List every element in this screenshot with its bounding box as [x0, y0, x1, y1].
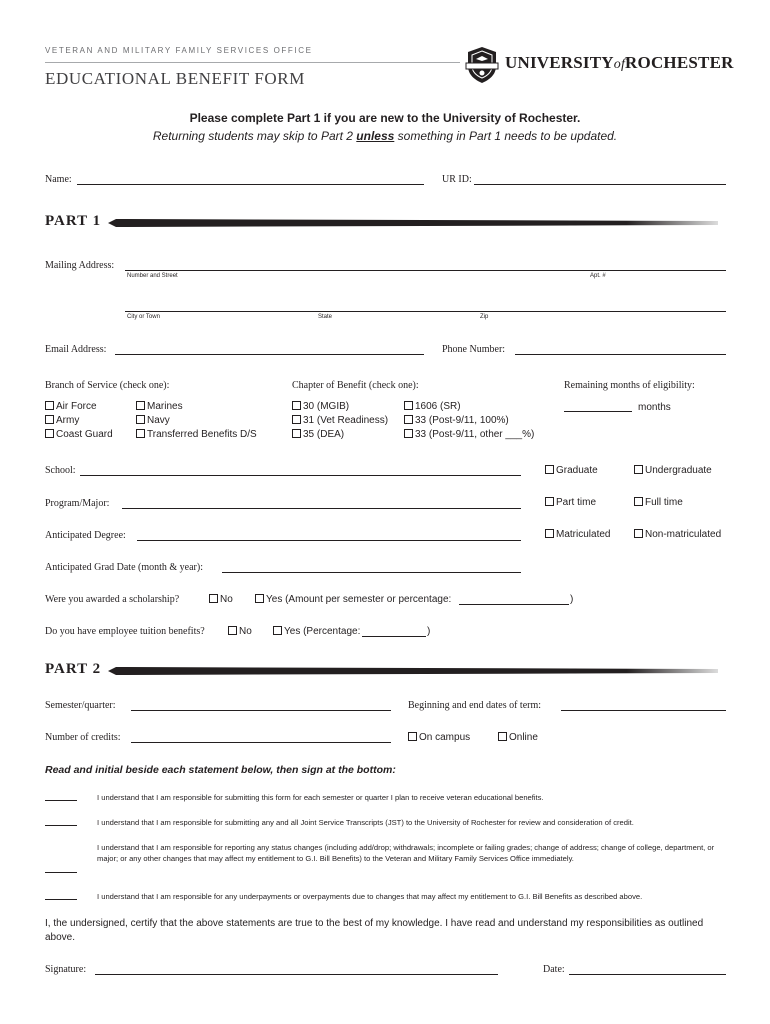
option-label: Graduate [556, 465, 598, 476]
phone-label: Phone Number: [442, 344, 506, 355]
checkbox[interactable] [209, 594, 218, 603]
checkbox[interactable] [45, 429, 54, 438]
scholarship-close: ) [570, 594, 574, 605]
signature-field[interactable] [95, 974, 498, 975]
checkbox[interactable] [255, 594, 264, 603]
option-label: Navy [147, 415, 170, 426]
tuition-close: ) [427, 626, 431, 637]
option-label: Part time [556, 497, 597, 508]
ur-id-label: UR ID: [442, 174, 472, 185]
scholarship-question: Were you awarded a scholarship? [45, 594, 180, 605]
name-label: Name: [45, 174, 72, 185]
checkbox[interactable] [45, 415, 54, 424]
option-label: Coast Guard [56, 429, 113, 440]
tuition-question: Do you have employee tuition benefits? [45, 626, 205, 637]
option-label: 35 (DEA) [303, 429, 345, 440]
scholarship-yes[interactable] [255, 594, 451, 605]
checkbox[interactable] [634, 497, 643, 506]
program-label: Program/Major: [45, 498, 110, 509]
scholarship-no[interactable] [209, 594, 233, 605]
apt-hint: Apt. # [590, 273, 606, 279]
time-full[interactable] [634, 497, 683, 508]
chapter-33-100[interactable] [404, 415, 509, 426]
intro-line-1: Please complete Part 1 if you are new to the University of Rochester. [189, 111, 581, 125]
checkbox[interactable] [292, 401, 301, 410]
ur-id-field[interactable] [474, 184, 726, 185]
option-label: Marines [147, 401, 183, 412]
option-label: 1606 (SR) [415, 401, 461, 412]
email-field[interactable] [115, 354, 424, 355]
zip-hint: Zip [480, 314, 489, 320]
online-option[interactable] [498, 732, 538, 743]
name-field[interactable] [77, 184, 424, 185]
semester-label: Semester/quarter: [45, 700, 116, 711]
checkbox[interactable] [545, 529, 554, 538]
tuition-yes[interactable] [273, 626, 360, 637]
degree-label: Anticipated Degree: [45, 530, 126, 541]
logo-text-university: UNIVERSITY [505, 53, 614, 72]
checkbox[interactable] [273, 626, 282, 635]
option-label: Online [509, 732, 538, 743]
branch-heading: Branch of Service (check one): [45, 380, 170, 391]
branch-coast-guard[interactable] [45, 429, 113, 440]
checkbox[interactable] [634, 529, 643, 538]
option-label: 33 (Post-9/11, other ___%) [415, 429, 535, 440]
school-label: School: [45, 465, 76, 476]
initial-field-2[interactable] [45, 825, 77, 826]
option-label: Air Force [56, 401, 97, 412]
checkbox[interactable] [228, 626, 237, 635]
tuition-percentage-field[interactable] [362, 636, 426, 637]
statement-2: I understand that I am responsible for submitting any and all Joint Service Transcripts (JST) to the University of Rochester for review and consideration of credit. [97, 818, 634, 827]
phone-field[interactable] [515, 354, 726, 355]
checkbox[interactable] [45, 401, 54, 410]
option-label: 30 (MGIB) [303, 401, 350, 412]
term-dates-label: Beginning and end dates of term: [408, 700, 542, 711]
statement-3: I understand that I am responsible for reporting any status changes (including add/drop; withdrawals; incomplete or failing grades; change of address; change of college, department, or major; or any other changes that may affect my entitlement to G.I. Bill Benefits) to the Veteran and Military Family Services Office immediately. [97, 843, 715, 863]
initial-field-3[interactable] [45, 872, 77, 873]
city-hint: City or Town [127, 314, 160, 320]
logo-text-rochester: ROCHESTER [625, 53, 734, 72]
checkbox[interactable] [404, 429, 413, 438]
form-title: EDUCATIONAL BENEFIT FORM [45, 69, 305, 88]
remaining-heading: Remaining months of eligibility: [564, 380, 695, 391]
checkbox[interactable] [404, 415, 413, 424]
branch-marines[interactable] [136, 401, 183, 412]
non-matriculated[interactable] [634, 529, 721, 540]
school-field[interactable] [80, 475, 521, 476]
intro-unless: unless [356, 129, 395, 143]
initial-field-4[interactable] [45, 899, 77, 900]
checkbox[interactable] [292, 415, 301, 424]
intro-line-2 [0, 129, 770, 143]
university-logo [465, 46, 734, 84]
credits-field[interactable] [131, 742, 391, 743]
scholarship-amount-field[interactable] [459, 604, 569, 605]
grad-date-label: Anticipated Grad Date (month & year): [45, 562, 203, 573]
chapter-heading: Chapter of Benefit (check one): [292, 380, 419, 391]
checkbox[interactable] [634, 465, 643, 474]
remaining-months-field[interactable] [564, 411, 632, 412]
date-field[interactable] [569, 974, 726, 975]
level-graduate[interactable] [545, 465, 598, 476]
office-name: VETERAN AND MILITARY FAMILY SERVICES OFFICE [45, 46, 313, 55]
header-rule [45, 62, 460, 63]
chapter-35[interactable] [292, 429, 344, 440]
option-label: Non-matriculated [645, 529, 722, 540]
chapter-31[interactable] [292, 415, 388, 426]
city-state-zip-field[interactable] [125, 311, 726, 312]
branch-transferred[interactable] [136, 429, 257, 440]
checkbox[interactable] [545, 497, 554, 506]
time-part[interactable] [545, 497, 596, 508]
part-2-title: PART 2 [45, 661, 102, 677]
logo-text-of: of [613, 57, 626, 72]
initial-instructions: Read and initial beside each statement below, then sign at the bottom: [45, 764, 396, 776]
option-label: Matriculated [556, 529, 611, 540]
statement-4: I understand that I am responsible for any underpayments or overpayments due to changes that may affect my entitlement to G.I. Bill Benefits as described above. [97, 892, 643, 901]
intro-line-2c: something in Part 1 needs to be updated. [394, 129, 618, 143]
program-field[interactable] [122, 508, 521, 509]
degree-field[interactable] [137, 540, 521, 541]
checkbox[interactable] [498, 732, 507, 741]
branch-navy[interactable] [136, 415, 170, 426]
semester-field[interactable] [131, 710, 391, 711]
mailing-address-label: Mailing Address: [45, 260, 115, 271]
option-label: Yes (Amount per semester or percentage: [266, 594, 452, 605]
chapter-30[interactable] [292, 401, 349, 412]
date-label: Date: [543, 964, 565, 975]
part-1-title: PART 1 [45, 213, 102, 229]
checkbox[interactable] [408, 732, 417, 741]
intro-line-2a: Returning students may skip to Part 2 [152, 129, 357, 143]
street-field[interactable] [125, 270, 726, 271]
email-label: Email Address: [45, 344, 107, 355]
months-label: months [638, 402, 671, 413]
initial-field-1[interactable] [45, 800, 77, 801]
option-label: 31 (Vet Readiness) [303, 415, 389, 426]
credits-label: Number of credits: [45, 732, 121, 743]
checkbox[interactable] [136, 401, 145, 410]
checkbox[interactable] [404, 401, 413, 410]
term-dates-field[interactable] [561, 710, 726, 711]
certification-text: I, the undersigned, certify that the above statements are true to the best of my knowledge. I have read and understand my responsibilities as outlined above. [45, 918, 704, 943]
option-label: Undergraduate [645, 465, 712, 476]
level-undergraduate[interactable] [634, 465, 712, 476]
checkbox[interactable] [136, 415, 145, 424]
part-2-rule [108, 667, 718, 675]
chapter-33-other[interactable] [404, 429, 534, 440]
chapter-1606[interactable] [404, 401, 461, 412]
signature-label: Signature: [45, 964, 87, 975]
option-label: Transferred Benefits D/S [147, 429, 257, 440]
option-label: No [220, 594, 233, 605]
option-label: 33 (Post-9/11, 100%) [415, 415, 509, 426]
option-label: On campus [419, 732, 471, 743]
statement-1: I understand that I am responsible for submitting this form for each semester or quarter I plan to receive veteran educational benefits. [97, 793, 544, 802]
option-label: Yes (Percentage: [284, 626, 361, 637]
university-seal-icon [465, 46, 499, 84]
option-label: Army [56, 415, 80, 426]
checkbox[interactable] [136, 429, 145, 438]
on-campus-option[interactable] [408, 732, 470, 743]
grad-date-field[interactable] [222, 572, 521, 573]
branch-air-force[interactable] [45, 401, 97, 412]
street-hint: Number and Street [127, 273, 178, 279]
option-label: Full time [645, 497, 683, 508]
checkbox[interactable] [292, 429, 301, 438]
matriculated[interactable] [545, 529, 610, 540]
option-label: No [239, 626, 252, 637]
branch-army[interactable] [45, 415, 79, 426]
part-1-rule [108, 219, 718, 227]
state-hint: State [318, 314, 333, 320]
checkbox[interactable] [545, 465, 554, 474]
tuition-no[interactable] [228, 626, 252, 637]
